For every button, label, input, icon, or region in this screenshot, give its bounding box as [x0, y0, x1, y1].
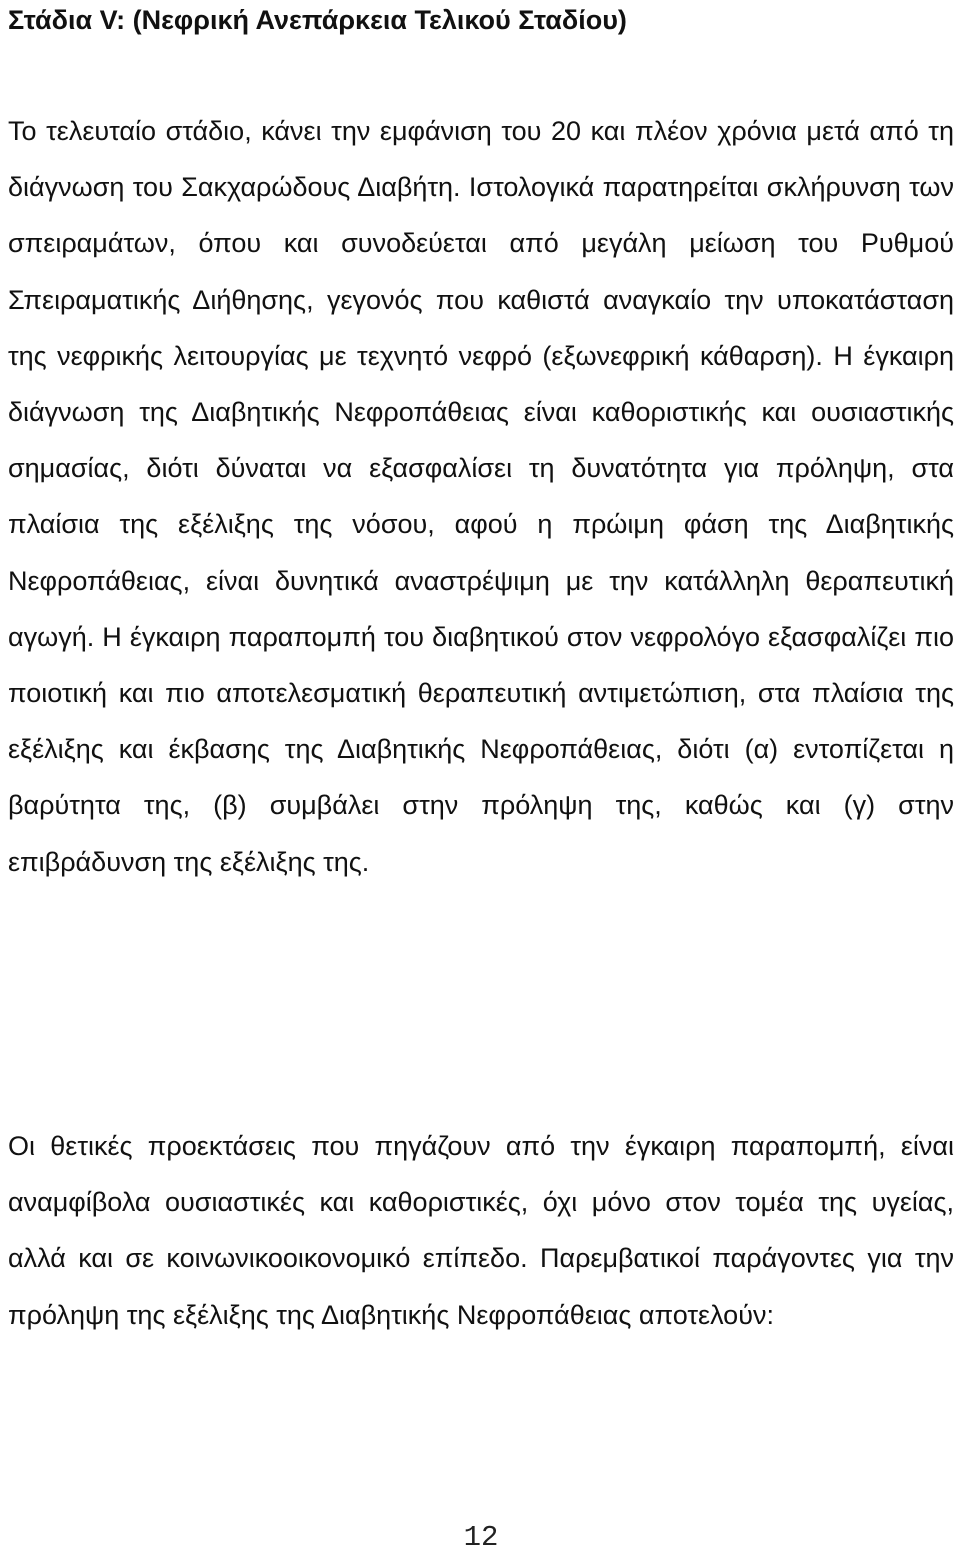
paragraph-referral-benefits: Οι θετικές προεκτάσεις που πηγάζουν από την έγκαιρη παραπομπή, είναι αναμφίβολα ουσιαστικές και καθοριστικές, όχι μόνο στον τομέα της υγείας, αλλά και σε κοινωνικοοικονομικό επίπεδο. Παρεμβατικοί παράγοντες για την πρόληψη της εξέλιξης της Διαβητικής Νεφροπάθειας αποτελούν:	[8, 1131, 954, 1330]
section-heading: Στάδια V: (Νεφρική Ανεπάρκεια Τελικού Σταδίου)	[8, 5, 627, 35]
document-page	[8, 0, 954, 1562]
paragraph-stage-five: Το τελευταίο στάδιο, κάνει την εμφάνιση του 20 και πλέον χρόνια μετά από τη διάγνωση του Σακχαρώδους Διαβήτη. Ιστολογικά παρατηρείται σκλήρυνση των σπειραμάτων, όπου και συνοδεύεται από μεγάλη μείωση του Ρυθμού Σπειραματικής Διήθησης, γεγονός που καθιστά αναγκαίο την υποκατάσταση της νεφρικής λειτουργίας με τεχνητό νεφρό (εξωνεφρική κάθαρση). Η έγκαιρη διάγνωση της Διαβητικής Νεφροπάθειας είναι καθοριστικής και ουσιαστικής σημασίας, διότι δύναται να εξασφαλίσει τη δυνατότητα για πρόληψη, στα πλαίσια της εξέλιξης της νόσου, αφού η πρώιμη φάση της Διαβητικής Νεφροπάθειας, είναι δυνητικά αναστρέψιμη με την κατάλληλη θεραπευτική αγωγή. Η έγκαιρη παραπομπή του διαβητικού στον νεφρολόγο εξασφαλίζει πιο ποιοτική και πιο αποτελεσματική θεραπευτική αντιμετώπιση, στα πλαίσια της εξέλιξης και έκβασης της Διαβητικής Νεφροπάθειας, διότι (α) εντοπίζεται η βαρύτητα της, (β) συμβάλει στην πρόληψη της, καθώς και (γ) στην επιβράδυνση της εξέλιξης της.	[8, 116, 954, 877]
page-number: 12	[463, 1521, 499, 1554]
